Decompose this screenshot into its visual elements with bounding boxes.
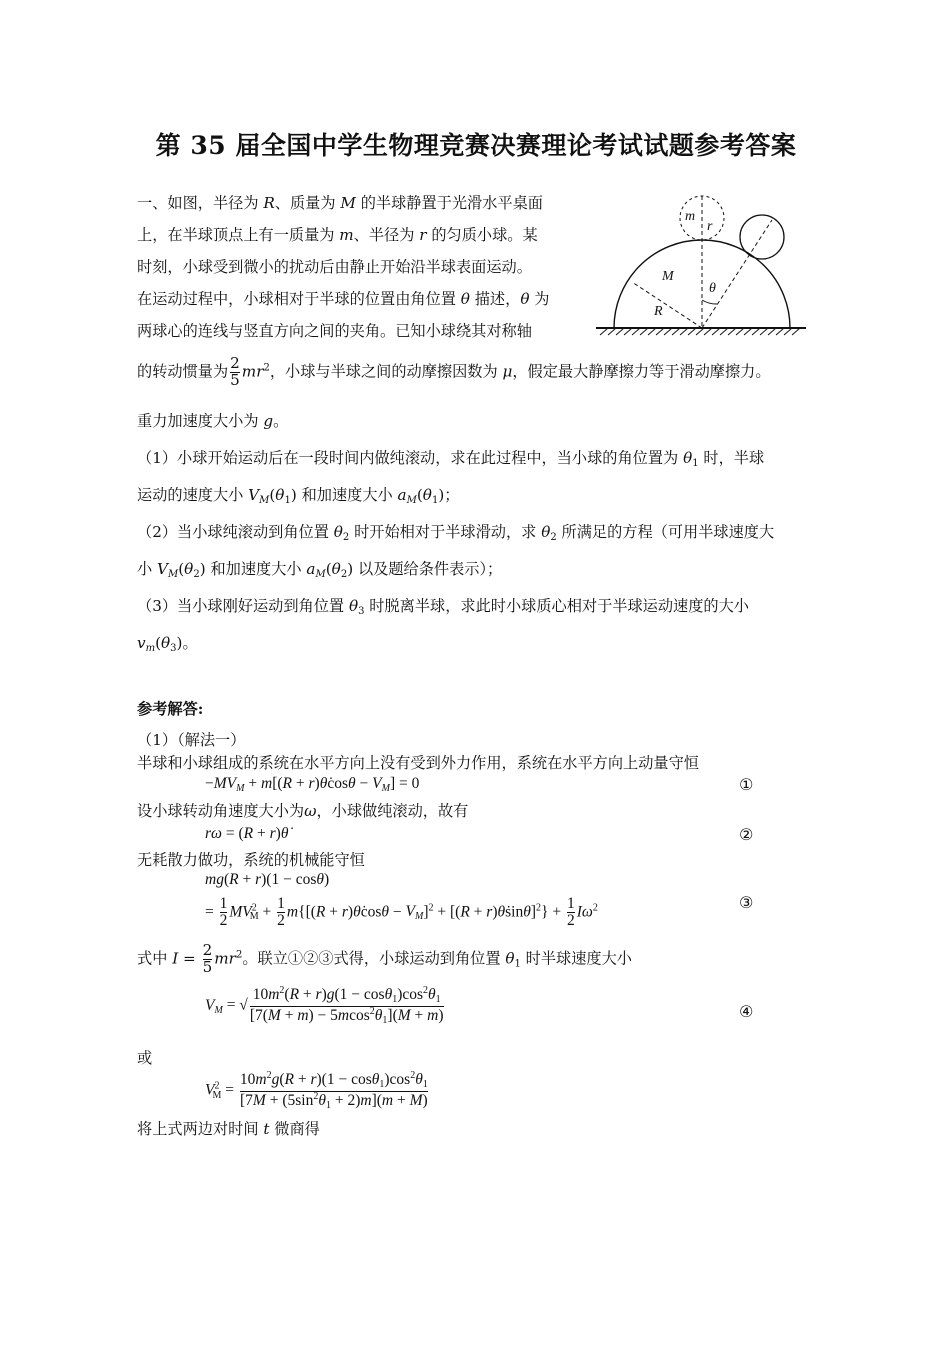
- problem-line-5: 两球心的连线与竖直方向之间的夹角。已知小球绕其对称轴: [137, 322, 532, 340]
- hemisphere-figure: [594, 190, 814, 340]
- question-1-line-1: （1）小球开始运动后在一段时间内做纯滚动，求在此过程中，当小球的角位置为 $\theta_1$ 时，半球: [137, 449, 765, 469]
- solution-part1-label: （1）（解法一）: [137, 731, 246, 749]
- figure-label-m: m: [685, 209, 696, 224]
- combine-text: 式中 I = $\frac{2}{5}$ $mr^2$。联立①②③式得，小球运动到角位置 $\theta_1$ 时半球速度大小: [137, 941, 632, 976]
- equation-4: $V_M$ = √ $\frac{10m^2(R + r)g(1 - \cos\theta_1)\cos^2\theta_1}{[7(M + m) - 5mcos^2\theta_1](M + m)}$: [205, 985, 444, 1026]
- equation-5: $V^2_M$ = $\frac{10m^2g(R + r)(1 - \cos\theta_1)\cos^2\theta_1}{[7M + (5\sin^2\theta_1 + 2)m](m + M)}$: [205, 1070, 428, 1111]
- energy-text: 无耗散力做功，系统的机械能守恒: [137, 851, 365, 869]
- equation-marker-4: ④: [739, 1002, 754, 1021]
- solution-heading: 参考解答:: [137, 700, 204, 718]
- final-text: 将上式两边对时间 t 微商得: [137, 1120, 320, 1138]
- equation-3-line-2: = $\frac{1}{2}$ $MV^2_M$ + $\frac{1}{2}$ m{[(R + r)θ̇cosθ − $V_M]^2 + [(R$ + r)θ̇sinθ]$^2$} + $\frac{1}{2}$ $I\omega^2$: [205, 895, 598, 930]
- rolling-text: 设小球转动角速度大小为ω，小球做纯滚动，故有: [137, 802, 469, 820]
- equation-marker-1: ①: [739, 775, 754, 794]
- figure-label-theta: θ: [709, 281, 716, 296]
- question-3-line-1: （3）当小球刚好运动到角位置 $\theta_3$ 时脱离半球，求此时小球质心相对于半球运动速度的大小: [137, 597, 749, 617]
- question-1-line-2: 运动的速度大小 $V_M(\theta_1)$ 和加速度大小 $a_M(\theta_1)$；: [137, 486, 460, 506]
- problem-line-7: 重力加速度大小为 g。: [137, 412, 289, 430]
- figure-label-M: M: [662, 269, 674, 284]
- problem-line-2: 上，在半球顶点上有一质量为 m、半径为 r 的匀质小球。某: [137, 226, 538, 244]
- equation-marker-3: ③: [739, 893, 754, 912]
- equation-1: $-MV_M + m[(R$ + r)θ̇cosθ − $V_M] = 0$: [205, 775, 420, 794]
- figure-label-r: r: [707, 219, 713, 234]
- problem-line-3: 时刻，小球受到微小的扰动后由静止开始沿半球表面运动。: [137, 258, 532, 276]
- question-3-line-2: $v_m(\theta_3)$。: [137, 634, 198, 654]
- or-text: 或: [137, 1049, 153, 1067]
- problem-line-1: 一、如图，半径为 R、质量为 M 的半球静置于光滑水平桌面: [137, 194, 543, 212]
- page-title: 第 35 届全国中学生物理竞赛决赛理论考试试题参考答案: [155, 131, 797, 160]
- momentum-text: 半球和小球组成的系统在水平方向上没有受到外力作用，系统在水平方向上动量守恒: [137, 754, 699, 772]
- figure-label-R: R: [654, 304, 663, 319]
- question-2-line-1: （2）当小球纯滚动到角位置 $\theta_2$ 时开始相对于半球滑动，求 $\theta_2$ 所满足的方程（可用半球速度大: [137, 523, 775, 543]
- problem-line-6: 的转动惯量为 $\frac{2}{5}$ $mr^2$，小球与半球之间的动摩擦因数为 μ，假定最大静摩擦力等于滑动摩擦力。: [137, 354, 771, 389]
- problem-line-4: 在运动过程中，小球相对于半球的位置由角位置 θ 描述，θ 为: [137, 290, 550, 308]
- question-2-line-2: 小 $V_M(\theta_2)$ 和加速度大小 $a_M(\theta_2)$ 以及题给条件表示）；: [137, 560, 503, 580]
- equation-marker-2: ②: [739, 825, 754, 844]
- equation-3-line-1: mg(R + r)(1 − cosθ): [205, 871, 330, 888]
- equation-2: rω = (R + r)θ̇: [205, 825, 289, 842]
